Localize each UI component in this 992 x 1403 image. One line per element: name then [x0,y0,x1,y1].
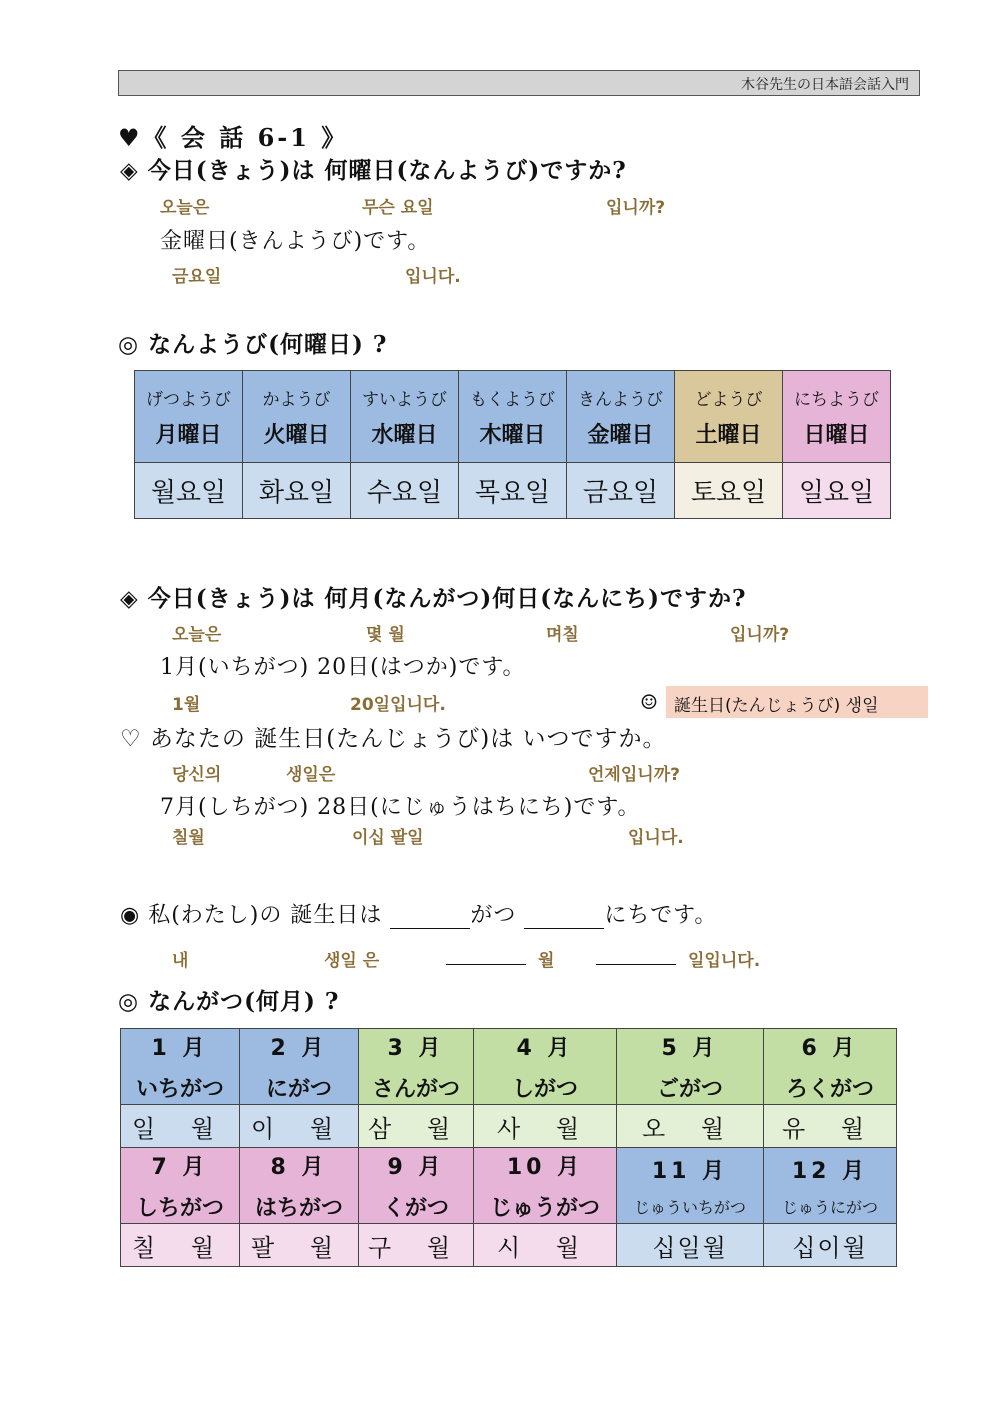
q4-sentence [120,898,717,929]
month-kana: しちがつ [135,1195,224,1221]
q3-answer-ko-2: 이십 팔일 [352,828,424,848]
q1-ko-1: 오늘은 [160,198,210,218]
weekday-kana: もくようび [470,389,555,410]
month-number: 12 月 [791,1158,869,1184]
lesson-title: ♥《 会 話 6-1 》 [118,123,349,152]
month-table [120,1028,897,1267]
q4-ko-4: 일입니다. [688,951,761,971]
month-number: 10 月 [506,1154,584,1180]
weekday-table [134,370,891,519]
month-number: 3 月 [387,1035,445,1061]
month-korean: 구 월 [359,1224,474,1267]
month-kana: くがつ [382,1195,449,1221]
month-number: 8 月 [270,1154,328,1180]
weekday-cell [243,371,351,463]
month-korean: 삼 월 [359,1105,474,1148]
month-kana: じゅうにがつ [781,1197,878,1217]
weekday-kana: にちようび [794,389,879,410]
weekday-kanji: 金曜日 [587,422,654,448]
weekday-korean: 일요일 [783,463,891,519]
q4-ko-2: 생일 은 [324,951,380,971]
weekday-korean: 목요일 [459,463,567,519]
weekday-kanji: 日曜日 [803,422,870,448]
month-korean: 유 월 [764,1105,897,1148]
q2-ko-2: 몇 월 [366,625,405,645]
weekday-kana: すいようび [362,389,447,410]
month-cell [764,1148,897,1224]
weekday-kanji: 木曜日 [479,422,546,448]
month-number: 4 月 [516,1035,574,1061]
weekday-heading: ◎ なんようび(何曜日) ? [118,331,388,358]
month-cell [764,1029,897,1105]
month-cell [474,1148,617,1224]
weekday-kanji: 火曜日 [263,422,330,448]
weekday-kana: どようび [694,389,763,410]
month-heading: ◎ なんがつ(何月) ? [118,988,340,1015]
month-number: 5 月 [661,1035,719,1061]
weekday-korean: 토요일 [675,463,783,519]
month-cell [617,1148,764,1224]
weekday-korean: 수요일 [351,463,459,519]
q2-answer-ko-1: 1월 [172,695,201,715]
q3-answer: 7月(しちがつ) 28日(にじゅうはちにち)です。 [160,795,641,820]
q2-ko-3: 며칠 [546,625,579,645]
weekday-kanji: 月曜日 [155,422,222,448]
ko-day-blank [596,948,676,965]
q1-answer-ko-2: 입니다. [405,267,461,287]
month-cell [359,1148,474,1224]
weekday-korean: 금요일 [567,463,675,519]
month-cell [617,1029,764,1105]
q2-ko-1: 오늘은 [172,625,222,645]
q2-question: ◈ 今日(きょう)は 何月(なんがつ)何日(なんにち)ですか? [120,585,747,612]
month-kana: ごがつ [656,1076,723,1102]
q1-question: ◈ 今日(きょう)は 何曜日(なんようび)ですか? [120,157,627,184]
month-cell [240,1148,359,1224]
month-number: 6 月 [801,1035,859,1061]
smile-icon: ☺ [640,690,658,714]
header-title: 木谷先生の日本語会話入門 [741,77,909,93]
q4-ko-3: 월 [538,951,555,971]
month-blank[interactable] [390,908,470,929]
q3-ko-1: 당신의 [172,765,222,785]
month-number: 7 月 [151,1154,209,1180]
q4-mid: がつ [470,903,525,928]
weekday-cell [135,371,243,463]
weekday-cell [459,371,567,463]
q3-ko-2: 생일은 [286,765,336,785]
weekday-kanji: 水曜日 [371,422,438,448]
ko-month-blank [446,948,526,965]
month-kana: じゅうがつ [489,1195,600,1221]
month-number: 9 月 [387,1154,445,1180]
month-korean: 오 월 [617,1105,764,1148]
month-korean: 시 월 [474,1224,617,1267]
q1-ko-2: 무슨 요일 [362,198,434,218]
q2-answer-ko-2: 20일입니다. [350,695,446,715]
month-korean: 이 월 [240,1105,359,1148]
day-blank[interactable] [524,908,604,929]
weekday-cell [783,371,891,463]
header-bar [118,70,920,96]
month-number: 1 月 [151,1035,209,1061]
month-korean: 사 월 [474,1105,617,1148]
weekday-kana: げつようび [146,389,231,410]
birthday-vocab-note: 誕生日(たんじょうび) 생일 [666,686,928,718]
q1-answer: 金曜日(きんようび)です。 [160,229,431,254]
month-kana: いちがつ [135,1076,224,1102]
month-cell [359,1029,474,1105]
q2-answer: 1月(いちがつ) 20日(はつか)です。 [160,655,526,680]
month-korean: 팔 월 [240,1224,359,1267]
weekday-kana: かようび [262,389,331,410]
q4-ko-1: 내 [172,951,189,971]
weekday-cell [567,371,675,463]
month-korean: 일 월 [121,1105,240,1148]
weekday-korean: 월요일 [135,463,243,519]
month-cell [121,1029,240,1105]
month-kana: じゅういちがつ [633,1197,746,1217]
q3-ko-3: 언제입니까? [588,765,680,785]
q3-answer-ko-3: 입니다. [628,828,684,848]
q2-ko-4: 입니까? [730,625,790,645]
month-korean: 십이월 [764,1224,897,1267]
month-kana: さんがつ [371,1076,460,1102]
month-kana: にがつ [265,1076,332,1102]
weekday-korean: 화요일 [243,463,351,519]
weekday-cell [351,371,459,463]
q3-question: ♡ あなたの 誕生日(たんじょうび)は いつですか。 [120,726,667,752]
q1-answer-ko-1: 금요일 [172,267,222,287]
weekday-kana: きんようび [578,389,663,410]
q4-ko-blank-2 [596,946,676,965]
month-kana: ろくがつ [785,1076,874,1102]
month-korean: 칠 월 [121,1224,240,1267]
q4-suffix: にちです。 [604,903,718,928]
month-number: 11 月 [651,1158,729,1184]
weekday-kanji: 土曜日 [695,422,762,448]
q4-ko-blank-1 [446,946,526,965]
month-number: 2 月 [270,1035,328,1061]
q1-ko-3: 입니까? [606,198,666,218]
weekday-cell [675,371,783,463]
month-kana: しがつ [511,1076,578,1102]
q4-prefix: ◉ 私(わたし)の 誕生日は [120,903,391,928]
month-kana: はちがつ [254,1195,343,1221]
month-cell [240,1029,359,1105]
q3-answer-ko-1: 칠월 [172,828,205,848]
month-korean: 십일월 [617,1224,764,1267]
month-cell [474,1029,617,1105]
month-cell [121,1148,240,1224]
